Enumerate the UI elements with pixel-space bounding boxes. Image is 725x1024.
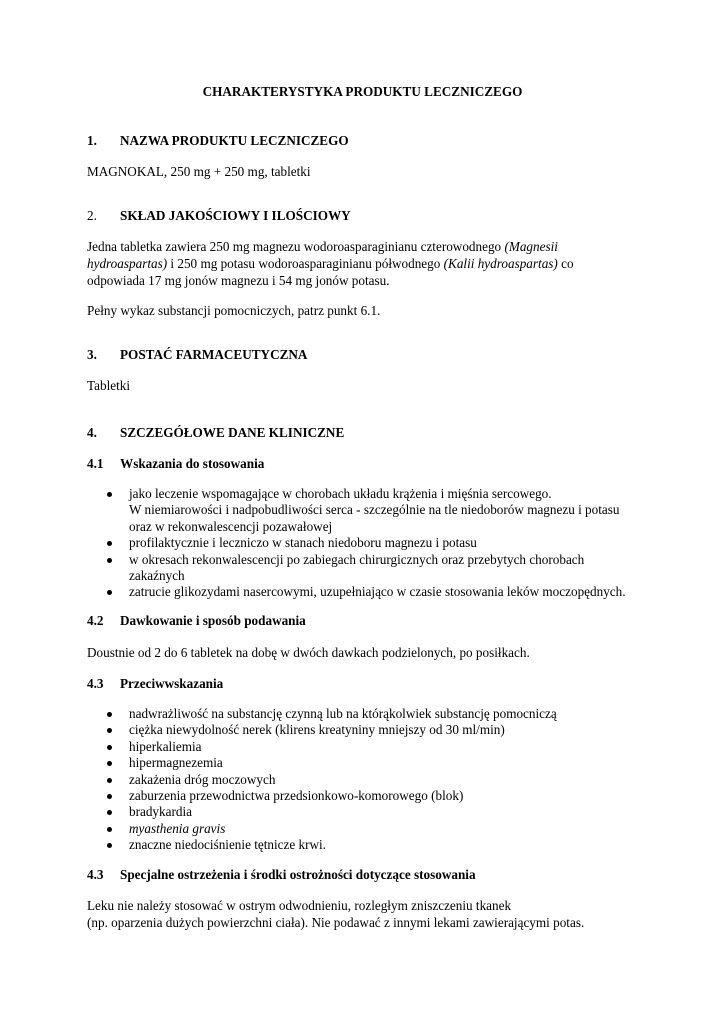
product-name: MAGNOKAL, 250 mg + 250 mg, tabletki — [87, 164, 311, 179]
section-number: 4. — [87, 425, 97, 440]
list-item: w okresach rekonwalescencji po zabiegach chirurgicznych oraz przebytych chorobach zakaźnych — [87, 552, 647, 585]
bullet-icon — [107, 558, 112, 563]
bullet-icon — [107, 728, 112, 733]
section-title: Wskazania do stosowania — [120, 456, 265, 471]
section-number: 4.1 — [87, 456, 104, 471]
dosage-text: Doustnie od 2 do 6 tabletek na dobę w dwóch dawkach podzielonych, po posiłkach. — [87, 645, 530, 660]
section-number: 4.3 — [87, 867, 104, 882]
bullet-icon — [107, 794, 112, 799]
contraindications-list — [87, 706, 647, 854]
section-number: 4.3 — [87, 676, 104, 691]
composition-text: co — [557, 256, 574, 271]
section-number: 1. — [87, 133, 97, 148]
latin-name: (Magnesii — [504, 239, 558, 254]
bullet-icon — [107, 810, 112, 815]
bullet-icon — [107, 745, 112, 750]
section-title: Przeciwwskazania — [120, 676, 224, 691]
indications-list — [87, 486, 647, 601]
composition-paragraph — [87, 238, 647, 289]
pharmaceutical-form: Tabletki — [87, 378, 131, 393]
section-title: SZCZEGÓŁOWE DANE KLINICZNE — [120, 425, 345, 440]
bullet-icon — [107, 761, 112, 766]
latin-name: hydroaspartas) — [87, 256, 168, 271]
list-item: zatrucie glikozydami nasercowymi, uzupełniająco w czasie stosowania leków moczopędnych. — [87, 584, 647, 600]
bullet-icon — [107, 827, 112, 832]
bullet-icon — [107, 778, 112, 783]
latin-name: (Kalii hydroaspartas) — [443, 256, 558, 271]
list-item: znaczne niedociśnienie tętnicze krwi. — [87, 837, 647, 853]
list-item: hipermagnezemia — [87, 755, 647, 771]
composition-text: Jedna tabletka zawiera 250 mg magnezu wodoroasparaginianu czterowodnego — [87, 239, 505, 254]
list-item: nadwrażliwość na substancję czynną lub na którąkolwiek substancję pomocniczą — [87, 706, 647, 722]
list-item: bradykardia — [87, 804, 647, 820]
composition-text: odpowiada 17 mg jonów magnezu i 54 mg jonów potasu. — [87, 273, 390, 288]
list-item: zaburzenia przewodnictwa przedsionkowo-komorowego (blok) — [87, 788, 647, 804]
excipients-note: Pełny wykaz substancji pomocniczych, patrz punkt 6.1. — [87, 303, 381, 318]
list-item: jako leczenie wspomagające w chorobach układu krążenia i mięśnia sercowego. W niemiarowości i nadpobudliwości serca - szczególnie na tle niedoborów magnezu i potasu oraz w rekonwalescencji pozawałowej — [87, 486, 647, 535]
section-number: 2. — [87, 208, 97, 223]
bullet-icon — [107, 712, 112, 717]
section-title: Specjalne ostrzeżenia i środki ostrożności dotyczące stosowania — [120, 867, 476, 882]
list-item: profilaktycznie i leczniczo w stanach niedoboru magnezu i potasu — [87, 535, 647, 551]
bullet-icon — [107, 843, 112, 848]
bullet-icon — [107, 590, 112, 595]
bullet-icon — [107, 492, 112, 497]
section-title: POSTAĆ FARMACEUTYCZNA — [120, 347, 308, 362]
section-number: 3. — [87, 347, 97, 362]
composition-text: i 250 mg potasu wodoroasparaginianu półwodnego — [167, 256, 444, 271]
bullet-icon — [107, 541, 112, 546]
list-item: hiperkaliemia — [87, 739, 647, 755]
section-number: 4.2 — [87, 613, 104, 628]
section-title: SKŁAD JAKOŚCIOWY I ILOŚCIOWY — [120, 208, 351, 223]
warnings-paragraph: Leku nie należy stosować w ostrym odwodnieniu, rozległym zniszczeniu tkanek (np. oparzenia dużych powierzchni ciała). Nie podawać z innymi lekami zawierającymi potas. — [87, 898, 585, 930]
list-item: ciężka niewydolność nerek (klirens kreatyniny mniejszy od 30 ml/min) — [87, 722, 647, 738]
section-title: NAZWA PRODUKTU LECZNICZEGO — [120, 133, 349, 148]
list-item: myasthenia gravis — [87, 821, 647, 837]
document-title: CHARAKTERYSTYKA PRODUKTU LECZNICZEGO — [202, 84, 523, 99]
section-title: Dawkowanie i sposób podawania — [120, 613, 306, 628]
list-item: zakażenia dróg moczowych — [87, 772, 647, 788]
